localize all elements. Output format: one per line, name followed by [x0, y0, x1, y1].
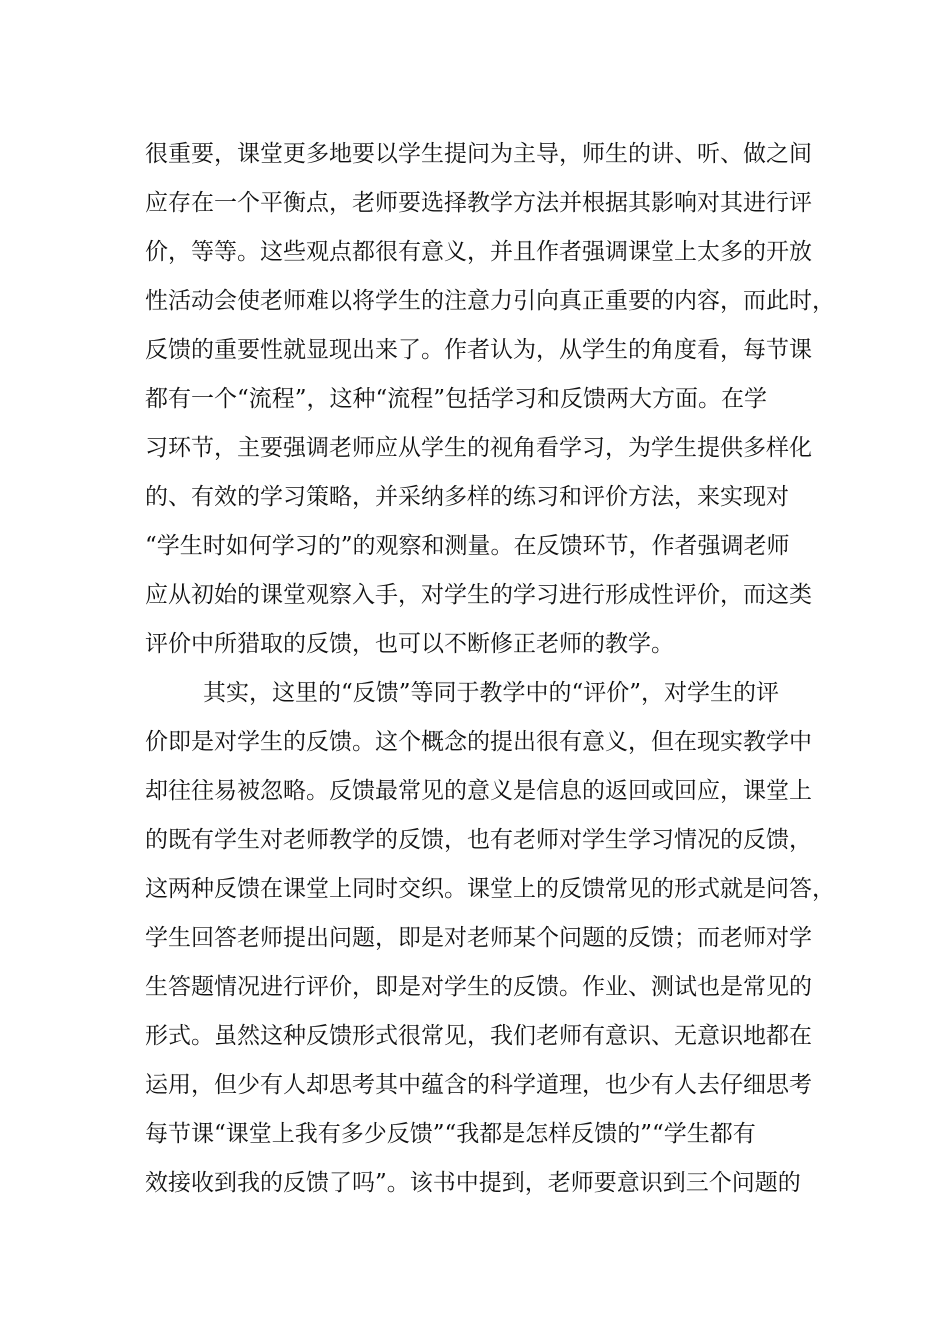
text-line: 效接收到我的反馈了吗”。该书中提到，老师要意识到三个问题的	[145, 1170, 801, 1196]
text-line: 都有一个“流程”，这种“流程”包括学习和反馈两大方面。在学	[145, 386, 768, 412]
paragraph-2	[145, 669, 835, 1208]
paragraph-1	[145, 130, 835, 669]
text-line: 运用，但少有人却思考其中蕴含的科学道理，也少有人去仔细思考	[145, 1072, 812, 1098]
text-line: 的既有学生对老师教学的反馈，也有老师对学生学习情况的反馈，	[145, 827, 812, 853]
text-line: 反馈的重要性就显现出来了。作者认为，从学生的角度看，每节课	[145, 337, 812, 363]
text-line: 应存在一个平衡点，老师要选择教学方法并根据其影响对其进行评	[145, 190, 812, 216]
text-line: 应从初始的课堂观察入手，对学生的学习进行形成性评价，而这类	[145, 582, 812, 608]
text-line: 其实，这里的“反馈”等同于教学中的“评价”，对学生的评	[203, 680, 780, 706]
text-line: 每节课“课堂上我有多少反馈”“我都是怎样反馈的”“学生都有	[145, 1121, 756, 1147]
text-line: 很重要，课堂更多地要以学生提问为主导，师生的讲、听、做之间	[145, 141, 812, 167]
text-line: 却往往易被忽略。反馈最常见的意义是信息的返回或回应，课堂上	[145, 778, 812, 804]
text-line: 形式。虽然这种反馈形式很常见，我们老师有意识、无意识地都在	[145, 1023, 812, 1049]
text-line: 价，等等。这些观点都很有意义，并且作者强调课堂上太多的开放	[145, 239, 812, 265]
text-line: 评价中所猎取的反馈，也可以不断修正老师的教学。	[145, 631, 674, 657]
text-line: 习环节，主要强调老师应从学生的视角看学习，为学生提供多样化	[145, 435, 812, 461]
text-line: 价即是对学生的反馈。这个概念的提出很有意义，但在现实教学中	[145, 729, 812, 755]
text-line: 学生回答老师提出问题，即是对老师某个问题的反馈；而老师对学	[145, 925, 812, 951]
text-line: “学生时如何学习的”的观察和测量。在反馈环节，作者强调老师	[145, 533, 790, 559]
text-line: 生答题情况进行评价，即是对学生的反馈。作业、测试也是常见的	[145, 974, 812, 1000]
text-line: 性活动会使老师难以将学生的注意力引向真正重要的内容，而此时，	[145, 288, 835, 314]
text-line: 这两种反馈在课堂上同时交织。课堂上的反馈常见的形式就是问答，	[145, 876, 835, 902]
text-line: 的、有效的学习策略，并采纳多样的练习和评价方法，来实现对	[145, 484, 789, 510]
body-text	[145, 130, 835, 1208]
